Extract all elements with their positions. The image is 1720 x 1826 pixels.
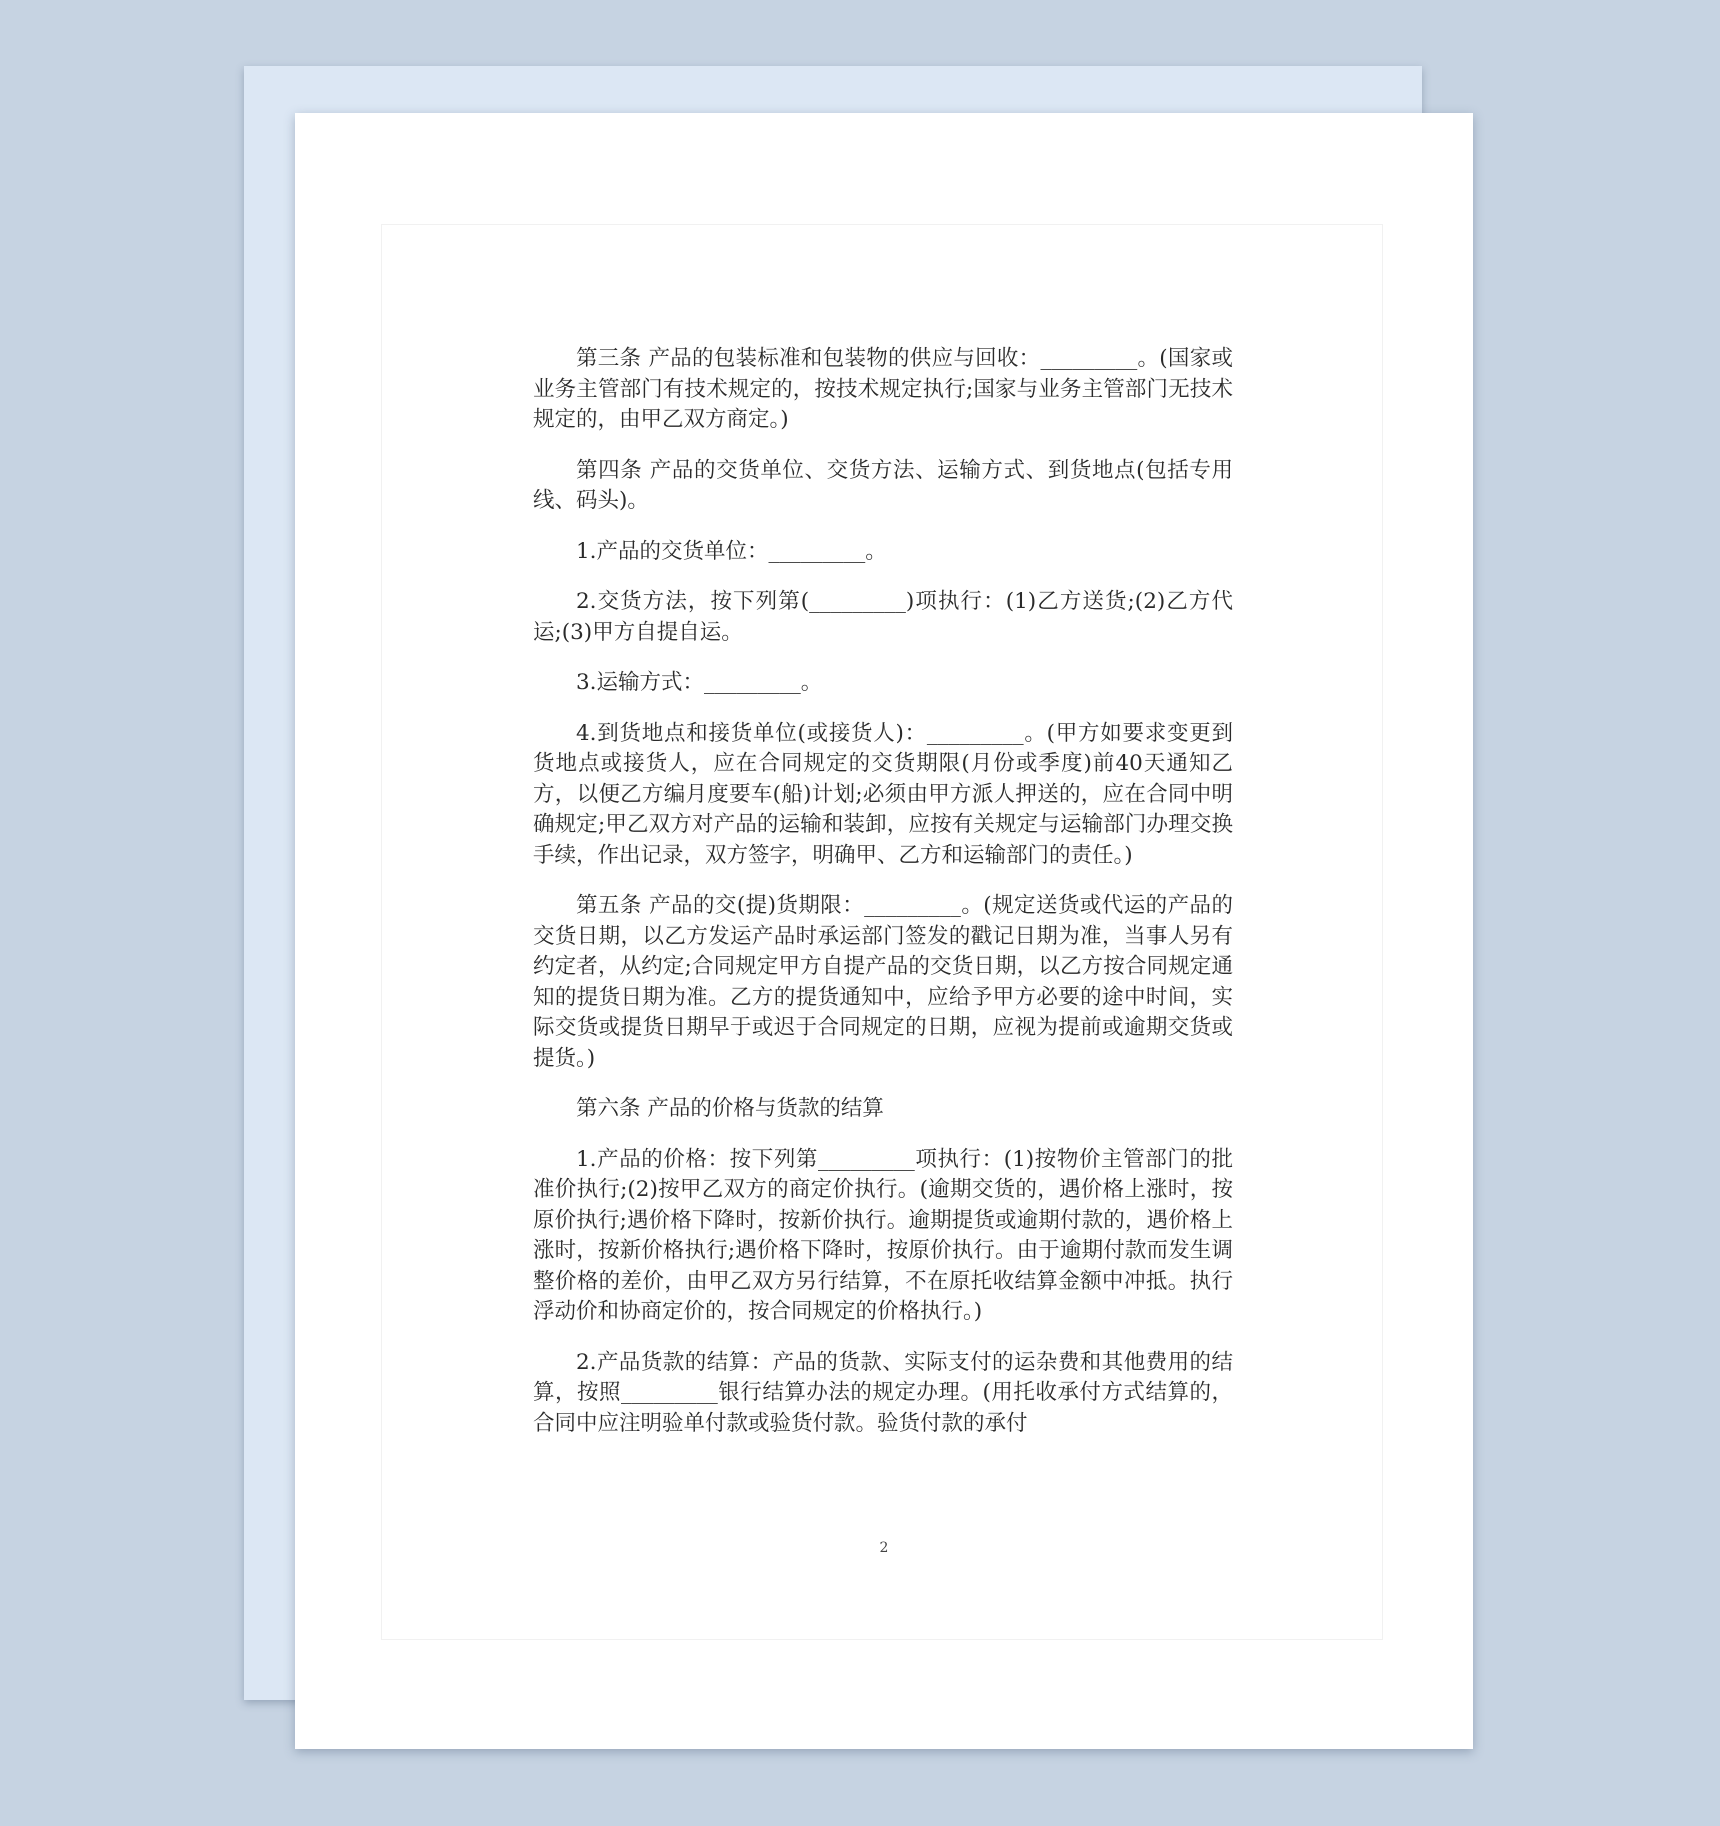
paragraph-article-6-item-2: 2.产品货款的结算：产品的货款、实际支付的运杂费和其他费用的结算，按照_________银行结算办法的规定办理。(用托收承付方式结算的，合同中应注明验单付款或验货付款。验货付款的承付 (533, 1349, 1233, 1436)
paragraph-article-4: 第四条 产品的交货单位、交货方法、运输方式、到货地点(包括专用线、码头)。 (533, 457, 1233, 513)
paragraph-article-6: 第六条 产品的价格与货款的结算 (576, 1096, 884, 1121)
paragraph-article-4-item-3: 3.运输方式：_________。 (576, 670, 823, 695)
page-number: 2 (879, 1540, 889, 1556)
contract-text-body (533, 344, 1233, 1459)
paragraph-article-4-item-2: 2.交货方法，按下列第(_________)项执行：(1)乙方送货;(2)乙方代运;(3)甲方自提自运。 (533, 589, 1233, 645)
paragraph-article-6-item-1: 1.产品的价格：按下列第_________项执行：(1)按物价主管部门的批准价执行;(2)按甲乙双方的商定价执行。(逾期交货的，遇价格上涨时，按原价执行;遇价格下降时，按新价执行。逾期提货或逾期付款的，遇价格上涨时，按新价格执行;遇价格下降时，按原价执行。由于逾期付款而发生调整价格的差价，由甲乙双方另行结算，不在原托收结算金额中冲抵。执行浮动价和协商定价的，按合同规定的价格执行。) (533, 1146, 1233, 1324)
paragraph-article-5: 第五条 产品的交(提)货期限：_________。(规定送货或代运的产品的交货日期，以乙方发运产品时承运部门签发的戳记日期为准，当事人另有约定者，从约定;合同规定甲方自提产品的交货日期，以乙方按合同规定通知的提货日期为准。乙方的提货通知中，应给予甲方必要的途中时间，实际交货或提货日期早于或迟于合同规定的日期，应视为提前或逾期交货或提货。) (533, 893, 1233, 1071)
paragraph-article-4-item-1: 1.产品的交货单位：_________。 (576, 538, 887, 564)
paragraph-article-4-item-4: 4.到货地点和接货单位(或接货人)：_________。(甲方如要求变更到货地点或接货人，应在合同规定的交货期限(月份或季度)前40天通知乙方，以便乙方编月度要车(船)计划;必须由甲方派人押送的，应在合同中明确规定;甲乙双方对产品的运输和装卸，应按有关规定与运输部门办理交换手续，作出记录，双方签字，明确甲、乙方和运输部门的责任。) (533, 720, 1233, 868)
paragraph-article-3: 第三条 产品的包装标准和包装物的供应与回收：_________。(国家或业务主管部门有技术规定的，按技术规定执行;国家与业务主管部门无技术规定的，由甲乙双方商定。) (533, 346, 1233, 432)
document-page (295, 113, 1473, 1749)
